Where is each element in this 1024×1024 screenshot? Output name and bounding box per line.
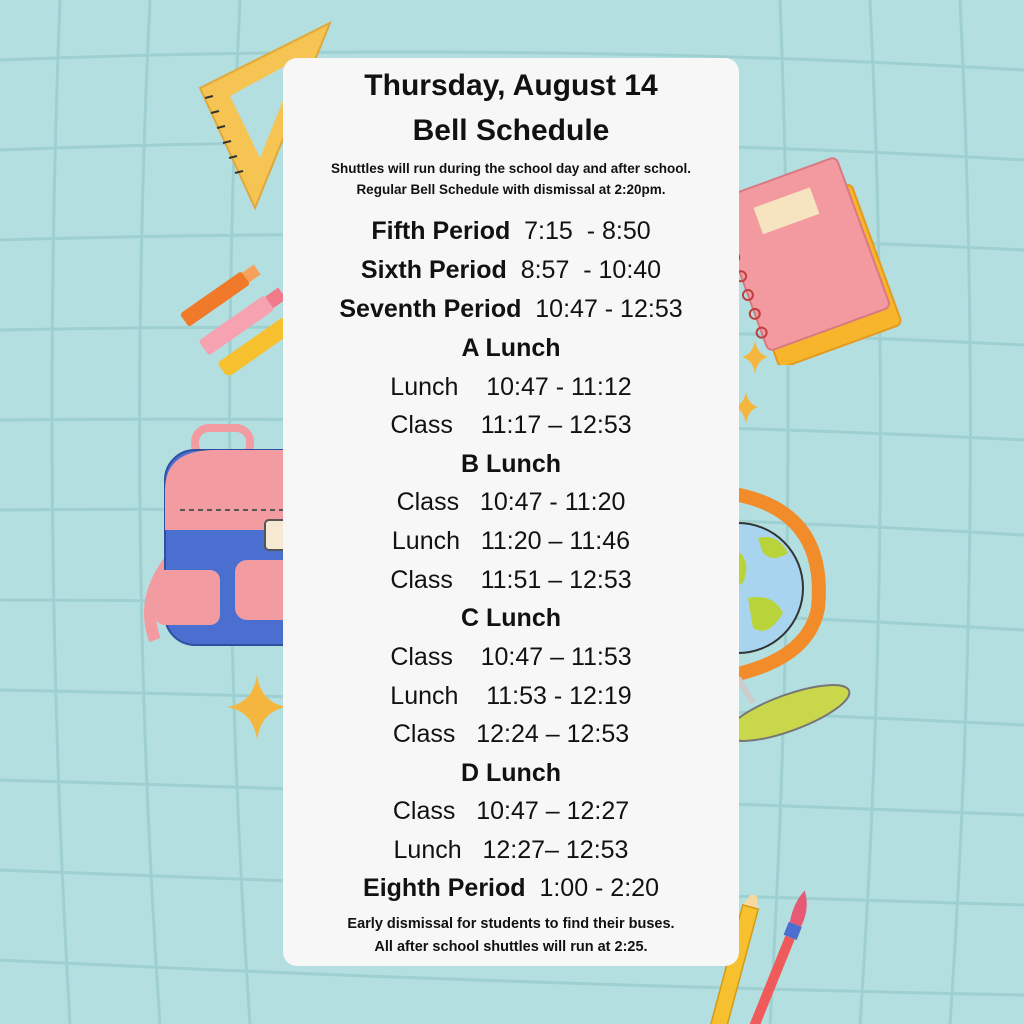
period-label: Fifth Period: [371, 217, 511, 245]
schedule-card: [283, 58, 739, 966]
period-label: Sixth Period: [360, 256, 507, 284]
notebooks-icon: [715, 130, 910, 365]
period-label: Seventh Period: [339, 295, 522, 323]
period-label: Eighth Period: [363, 874, 526, 902]
lunch-row: Class 10:47 - 11:20: [396, 488, 626, 516]
lunch-row: Class 10:47 – 11:53: [390, 643, 632, 671]
lunch-row: Class 10:47 – 12:27: [392, 797, 630, 825]
paintbrush-icon: [750, 888, 820, 1024]
dismissal-note: Regular Bell Schedule with dismissal at 2:20pm.: [356, 182, 666, 197]
lunch-heading-b: B Lunch: [461, 450, 561, 478]
period-row-eighth: [283, 871, 739, 905]
period-time: 10:47 - 12:53: [535, 295, 683, 323]
lunch-heading-d: D Lunch: [461, 759, 561, 787]
lunch-row: Lunch 12:27– 12:53: [393, 836, 629, 864]
shuttle-note: Shuttles will run during the school day and after school.: [330, 161, 692, 176]
lunch-row: Lunch 10:47 - 11:12: [390, 373, 632, 401]
lunch-heading-c: C Lunch: [461, 604, 561, 632]
period-time: 8:57 - 10:40: [520, 256, 662, 284]
period-row-seventh: [283, 292, 739, 326]
lunch-row: Class 11:17 – 12:53: [390, 411, 632, 439]
period-row-sixth: [283, 253, 739, 287]
lunch-heading-a: A Lunch: [461, 334, 561, 362]
period-time: 7:15 - 8:50: [524, 217, 651, 245]
lunch-row: Class 11:51 – 12:53: [390, 566, 632, 594]
shuttle-time-note: All after school shuttles will run at 2:25.: [374, 939, 648, 955]
page-subtitle: Bell Schedule: [412, 114, 610, 147]
lunch-row: Class 12:24 – 12:53: [392, 720, 630, 748]
early-dismissal-note: Early dismissal for students to find their buses.: [347, 916, 675, 932]
period-time: 1:00 - 2:20: [539, 874, 659, 902]
period-row-fifth: [283, 214, 739, 248]
page-title: Thursday, August 14: [364, 69, 658, 102]
lunch-row: Lunch 11:53 - 12:19: [390, 682, 632, 710]
lunch-row: Lunch 11:20 – 11:46: [391, 527, 631, 555]
